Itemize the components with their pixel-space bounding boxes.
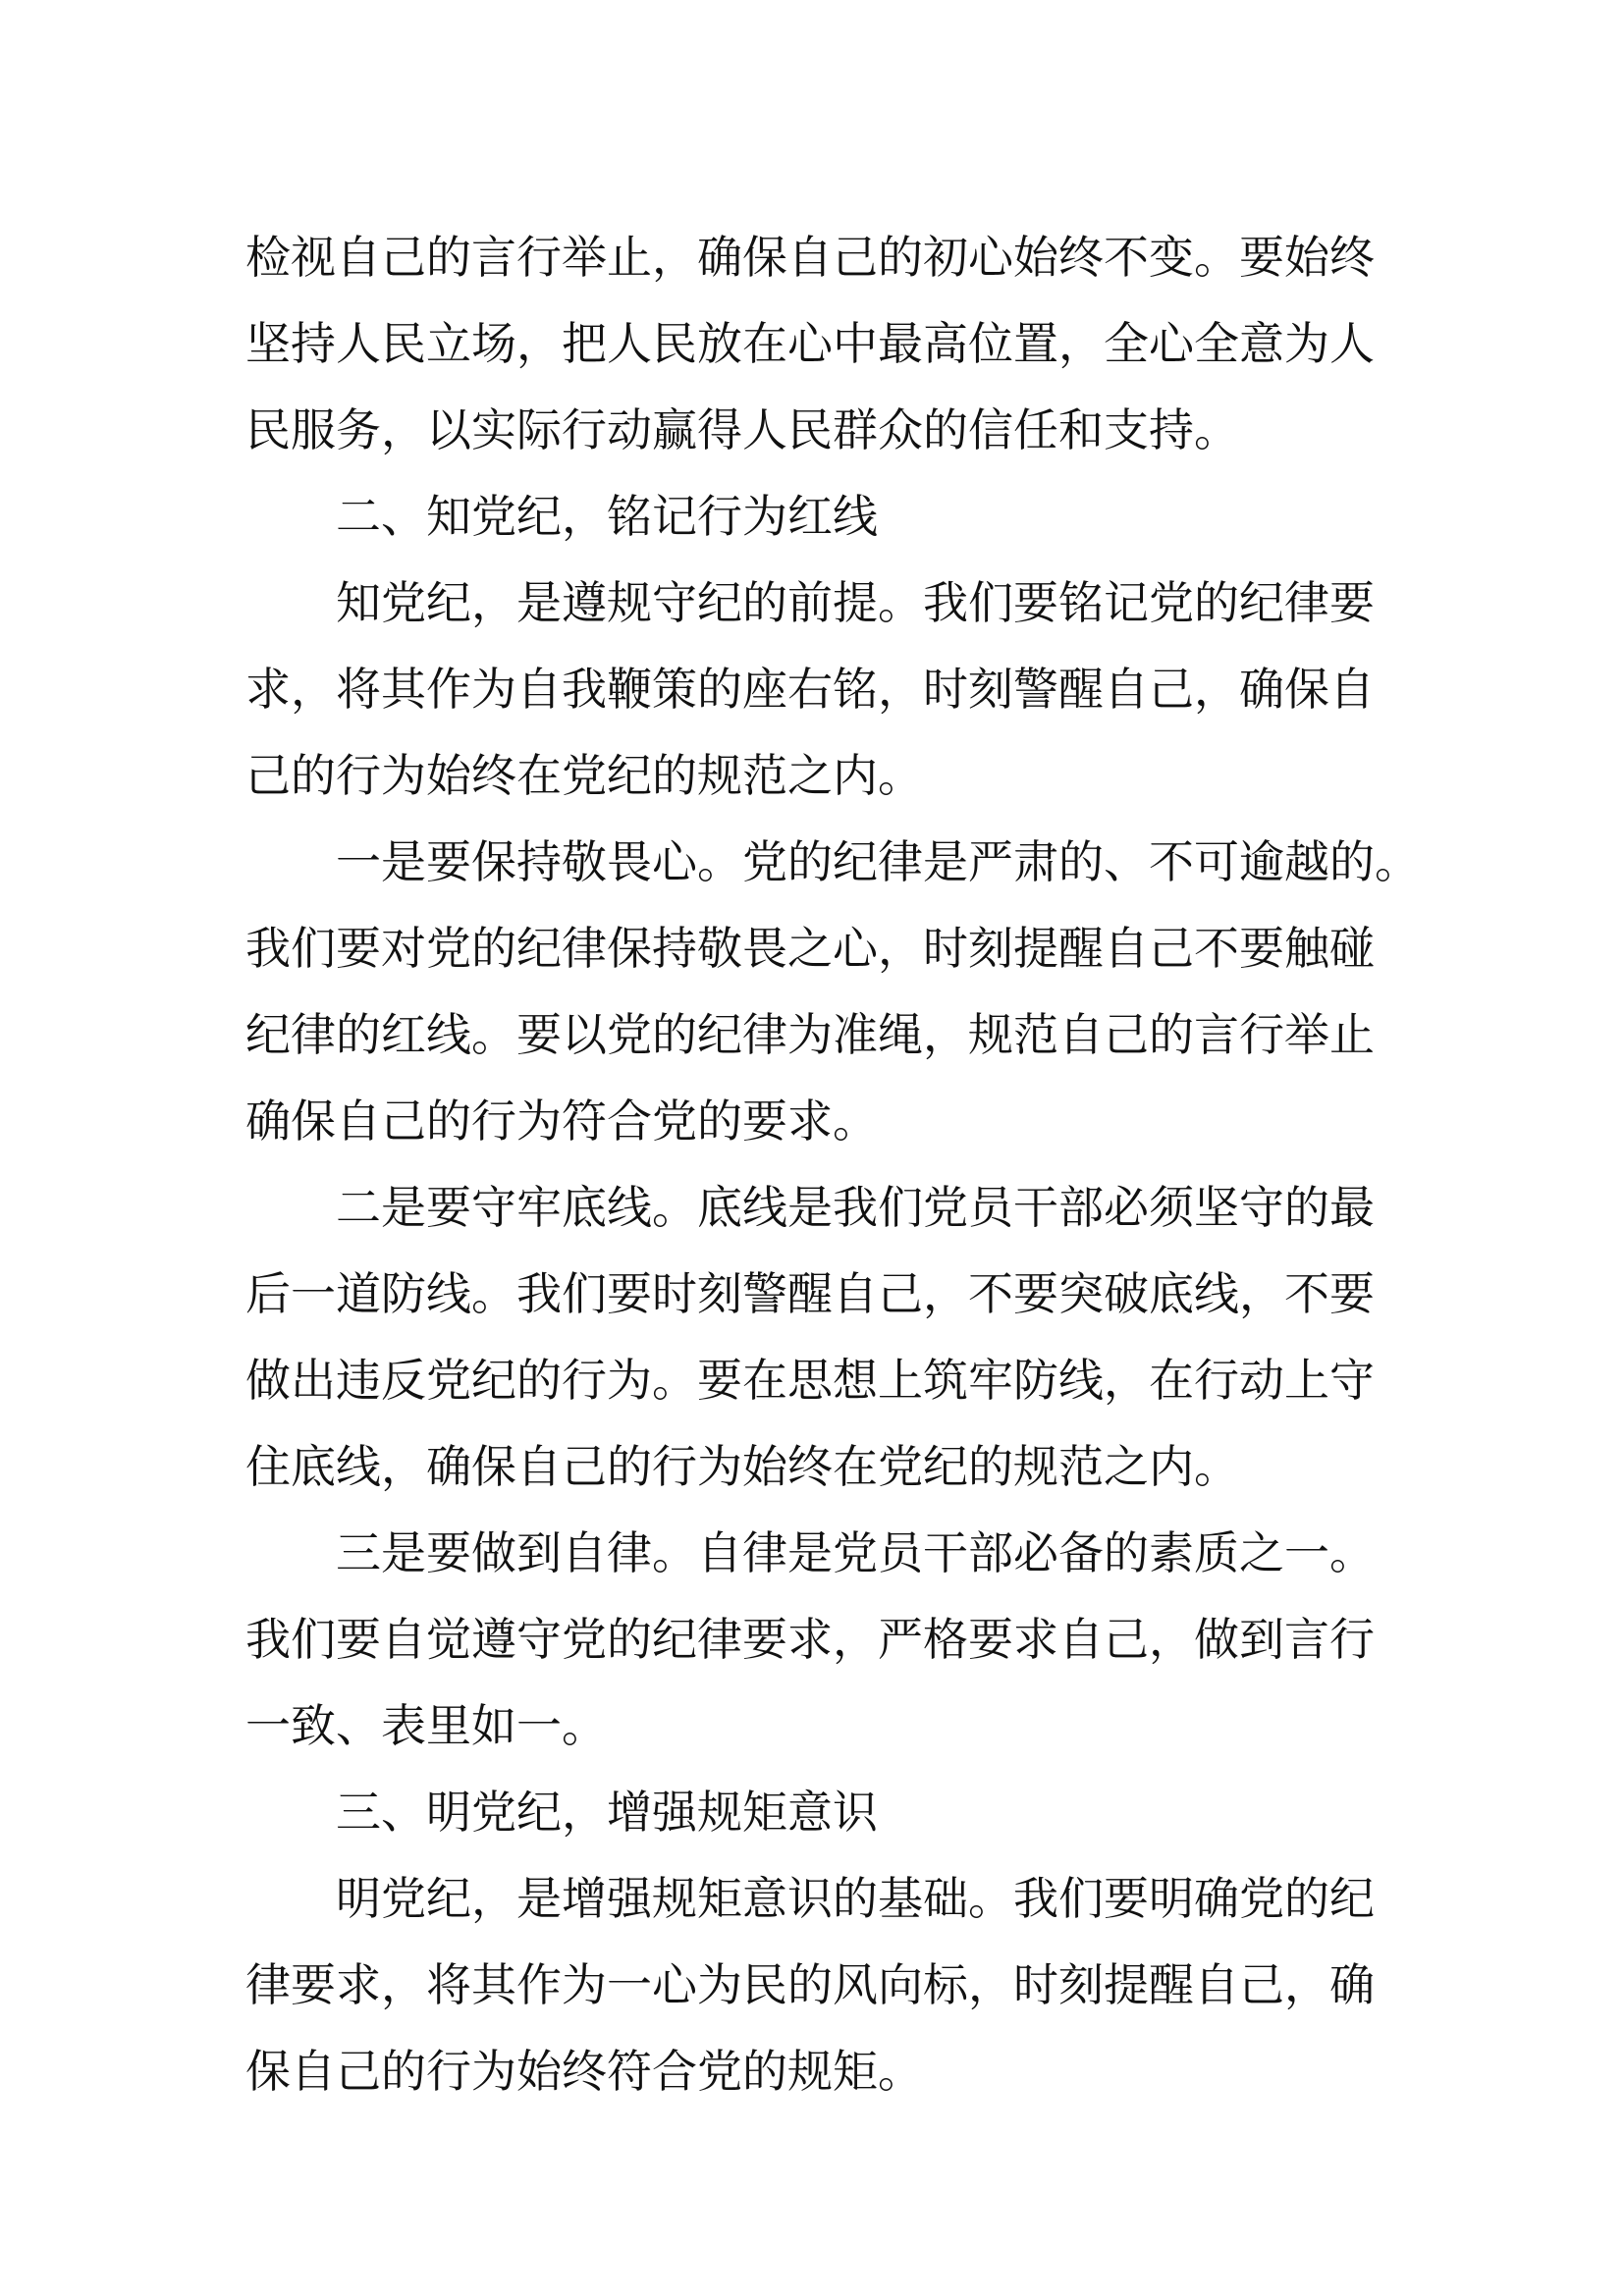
text-line: 做出违反党纪的行为。要在思想上筑牢防线，在行动上守 — [245, 1354, 1375, 1407]
text-line: 一致、表里如一。 — [245, 1699, 607, 1752]
text-line: 一是要保持敬畏心。党的纪律是严肃的、不可逾越的。 — [336, 835, 1420, 888]
text-line: 坚持人民立场，把人民放在心中最高位置，全心全意为人 — [245, 317, 1375, 370]
text-line: 律要求，将其作为一心为民的风向标，时刻提醒自己，确 — [245, 1958, 1375, 2011]
text-line: 知党纪，是遵规守纪的前提。我们要铭记党的纪律要 — [336, 576, 1375, 629]
text-line: 民服务，以实际行动赢得人民群众的信任和支持。 — [245, 403, 1239, 456]
text-line: 检视自己的言行举止，确保自己的初心始终不变。要始终 — [245, 231, 1375, 284]
text-line: 三是要做到自律。自律是党员干部必备的素质之一。 — [336, 1526, 1375, 1579]
text-line: 纪律的红线。要以党的纪律为准绳，规范自己的言行举止 — [245, 1008, 1375, 1061]
text-line: 二是要守牢底线。底线是我们党员干部必须坚守的最 — [336, 1181, 1375, 1234]
text-line: 我们要自觉遵守党的纪律要求，严格要求自己，做到言行 — [245, 1613, 1375, 1666]
text-line: 后一道防线。我们要时刻警醒自己，不要突破底线，不要 — [245, 1267, 1375, 1320]
text-line: 明党纪，是增强规矩意识的基础。我们要明确党的纪 — [336, 1872, 1375, 1925]
text-line: 住底线，确保自己的行为始终在党纪的规范之内。 — [245, 1440, 1239, 1493]
text-line: 保自己的行为始终符合党的规矩。 — [245, 2045, 923, 2098]
section-heading: 二、知党纪，铭记行为红线 — [336, 490, 878, 543]
text-line: 己的行为始终在党纪的规范之内。 — [245, 749, 923, 802]
section-heading: 三、明党纪，增强规矩意识 — [336, 1786, 878, 1839]
text-line: 我们要对党的纪律保持敬畏之心，时刻提醒自己不要触碰 — [245, 922, 1375, 975]
text-line: 确保自己的行为符合党的要求。 — [245, 1095, 878, 1148]
text-line: 求，将其作为自我鞭策的座右铭，时刻警醒自己，确保自 — [245, 663, 1375, 716]
